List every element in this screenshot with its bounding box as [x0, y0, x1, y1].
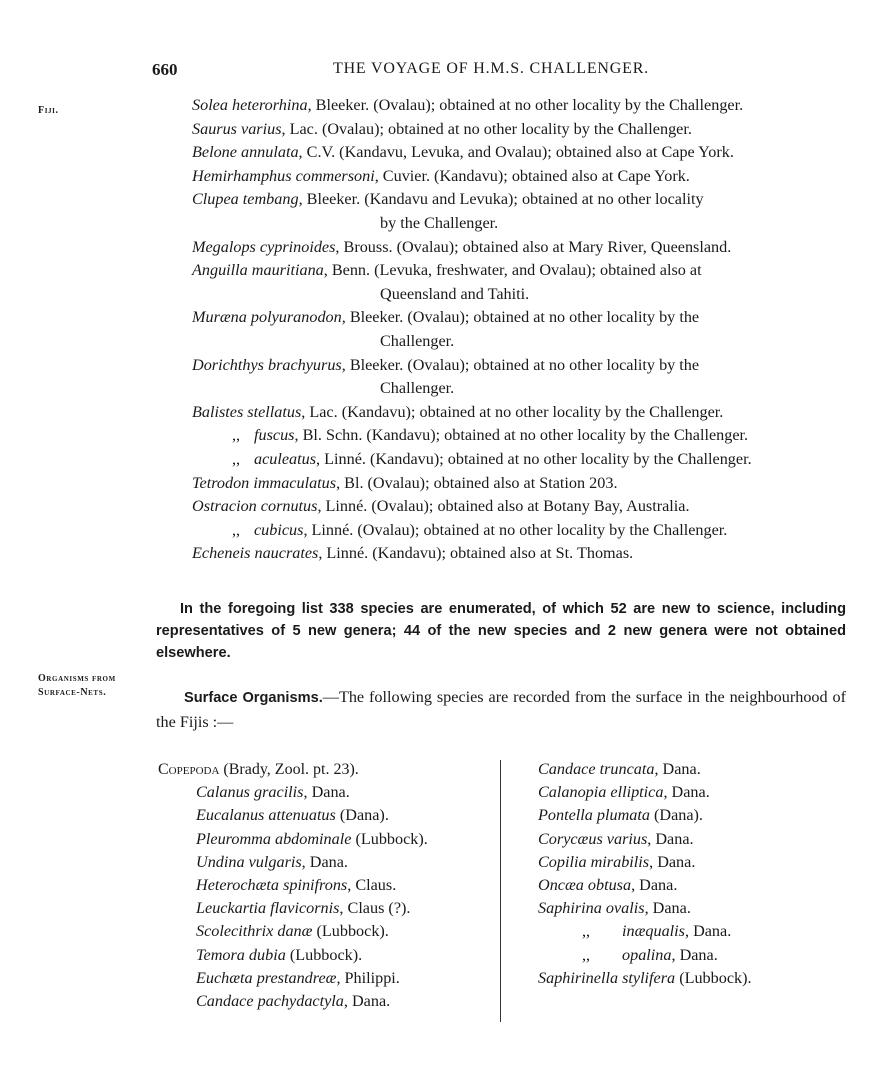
- species-name: Clupea tembang: [192, 190, 299, 209]
- surface-organisms-heading: Surface Organisms.: [184, 690, 323, 706]
- species-name: Muræna polyuranodon: [192, 308, 342, 327]
- fish-species-list: [152, 94, 852, 566]
- species-entry: [152, 542, 852, 566]
- copepod-name: Scolecithrix danæ: [196, 922, 313, 941]
- species-entry: [152, 424, 852, 448]
- species-name: Ostracion cornutus: [192, 497, 318, 516]
- species-name: Tetrodon immaculatus: [192, 473, 337, 492]
- copepod-name: inæqualis: [622, 922, 685, 941]
- copepod-entry: [538, 828, 858, 851]
- copepoda-reference: (Brady, Zool. pt. 23).: [219, 761, 359, 778]
- ditto-mark: ,,: [582, 945, 591, 964]
- species-details: , Benn. (Levuka, freshwater, and Ovalau); obtained also at: [323, 261, 702, 280]
- copepod-authority: , Dana.: [671, 945, 718, 964]
- species-entry: [152, 188, 852, 235]
- copepod-authority: , Dana.: [684, 922, 732, 941]
- species-entry: [152, 472, 852, 496]
- species-entry: [152, 495, 852, 519]
- species-entry: [152, 94, 852, 118]
- species-entry: [152, 448, 852, 472]
- species-entry: [152, 259, 852, 306]
- copepod-entry: [538, 851, 858, 874]
- species-name: aculeatus: [254, 449, 317, 468]
- copepod-name: Calanus gracilis: [196, 783, 304, 802]
- copepod-authority: , Claus.: [347, 876, 397, 895]
- species-details: , Linné. (Kandavu); obtained at no other locality by the Challenger.: [316, 449, 752, 468]
- copepod-authority: (Lubbock).: [285, 945, 363, 964]
- species-name: Hemirhamphus commersoni: [192, 166, 375, 185]
- copepod-authority: , Dana.: [631, 876, 678, 895]
- species-details: , Bl. (Ovalau); obtained also at Station 203.: [336, 473, 618, 492]
- copepod-entry: [538, 944, 858, 967]
- copepod-name: opalina: [622, 945, 672, 964]
- species-entry: [152, 141, 852, 165]
- copepod-name: Pontella plumata: [538, 806, 650, 825]
- margin-note-fiji: [38, 104, 59, 118]
- species-details: , Linné. (Ovalau); obtained at no other locality by the Challenger.: [303, 520, 728, 539]
- species-entry: [152, 354, 852, 401]
- copepod-authority: , Dana.: [644, 899, 691, 918]
- copepod-authority: , Claus (?).: [339, 899, 411, 918]
- copepod-entry: [538, 967, 858, 990]
- copepod-name: Calanopia elliptica: [538, 783, 664, 802]
- species-name: Megalops cyprinoides: [192, 237, 336, 256]
- ditto-mark: ,,: [231, 449, 241, 468]
- copepod-entry: [158, 967, 488, 990]
- margin-note-organisms-line1: Organisms from: [38, 673, 116, 684]
- copepod-name: Undina vulgaris: [196, 852, 302, 871]
- surface-organisms-text: —The following species are recorded from the surface in the neighbourhood of the Fijis :—: [156, 688, 846, 731]
- copepod-entry: [158, 897, 488, 920]
- copepod-entry: [538, 804, 858, 827]
- copepoda-left-column: [158, 758, 488, 1013]
- species-name: Echeneis naucrates: [192, 544, 319, 563]
- ditto-mark: ,,: [582, 922, 591, 941]
- species-details: , Cuvier. (Kandavu); obtained also at Cape York.: [374, 166, 690, 185]
- copepod-name: Copilia mirabilis: [538, 852, 650, 871]
- copepod-authority: , Dana.: [343, 992, 391, 1011]
- species-name: Belone annulata: [192, 143, 299, 162]
- copepod-authority: , Philippi.: [336, 968, 400, 987]
- copepod-authority: , Dana.: [303, 783, 350, 802]
- margin-note-organisms: [38, 672, 116, 700]
- column-divider: [500, 760, 501, 1022]
- copepod-entry: [158, 851, 488, 874]
- copepod-entry: [538, 874, 858, 897]
- species-entry: [152, 236, 852, 260]
- species-details: , Bleeker. (Ovalau); obtained at no other locality by the Challenger.: [307, 96, 744, 114]
- species-entry: [152, 519, 852, 543]
- species-entry: [152, 306, 852, 353]
- copepoda-heading: [158, 758, 488, 781]
- species-details: , Bleeker. (Kandavu and Levuka); obtained at no other locality: [298, 190, 704, 209]
- species-entry: [152, 118, 852, 142]
- copepod-name: Eucalanus attenuatus: [196, 806, 336, 825]
- copepod-authority: (Dana).: [649, 806, 703, 825]
- copepod-entry: [538, 920, 858, 943]
- copepod-name: Saphirina ovalis: [538, 899, 645, 918]
- copepod-name: Corycæus varius: [538, 829, 648, 848]
- species-name: cubicus: [254, 520, 304, 539]
- species-details: , Bleeker. (Ovalau); obtained at no other locality by the: [341, 355, 700, 374]
- surface-organisms-paragraph: [156, 686, 846, 734]
- species-details: , Bl. Schn. (Kandavu); obtained at no other locality by the Challenger.: [294, 426, 749, 445]
- copepod-authority: (Lubbock).: [351, 829, 428, 848]
- copepod-authority: (Lubbock).: [312, 922, 389, 941]
- species-name: Dorichthys brachyurus: [192, 355, 342, 374]
- copepod-name: Euchæta prestandreæ: [196, 968, 337, 987]
- copepod-authority: , Dana.: [663, 783, 710, 802]
- copepod-authority: (Dana).: [335, 806, 389, 825]
- copepod-name: Leuckartia flavicornis: [196, 899, 340, 918]
- ditto-mark: ,,: [231, 520, 241, 539]
- copepod-authority: (Lubbock).: [675, 968, 752, 987]
- page-number: 660: [152, 60, 178, 79]
- copepod-entry: [158, 990, 488, 1013]
- species-details-continued: Challenger.: [380, 379, 455, 398]
- copepod-name: Oncæa obtusa: [538, 876, 632, 895]
- copepod-entry: [538, 897, 858, 920]
- summary-paragraph: In the foregoing list 338 species are enumerated, of which 52 are new to science, including representatives of 5 new genera; 44 of the new species and 2 new genera were not obtained elsewhere.: [156, 601, 846, 661]
- copepod-entry: [158, 828, 488, 851]
- copepod-authority: , Dana.: [649, 852, 696, 871]
- copepod-name: Temora dubia: [196, 945, 286, 964]
- copepod-authority: , Dana.: [647, 829, 694, 848]
- species-name: fuscus: [254, 426, 295, 445]
- species-name: Solea heterorhina: [192, 96, 308, 114]
- copepod-authority: , Dana.: [301, 852, 348, 871]
- copepod-name: Pleuromma abdominale: [196, 829, 352, 848]
- species-entry: [152, 401, 852, 425]
- copepoda-right-column: [538, 758, 858, 990]
- species-details: , Lac. (Kandavu); obtained at no other locality by the Challenger.: [301, 402, 724, 421]
- margin-note-fiji-text: Fiji.: [38, 105, 59, 116]
- margin-note-organisms-line2: Surface-Nets.: [38, 687, 107, 698]
- species-details: , C.V. (Kandavu, Levuka, and Ovalau); obtained also at Cape York.: [298, 143, 734, 162]
- species-details: , Lac. (Ovalau); obtained at no other locality by the Challenger.: [281, 119, 692, 138]
- species-details: , Linné. (Ovalau); obtained also at Botany Bay, Australia.: [317, 497, 690, 516]
- copepod-name: Saphirinella stylifera: [538, 968, 676, 987]
- copepoda-group: Copepoda: [158, 761, 220, 778]
- species-details-continued: by the Challenger.: [380, 213, 499, 232]
- copepod-name: Candace truncata: [538, 760, 655, 778]
- species-name: Balistes stellatus: [192, 402, 302, 421]
- copepod-entry: [158, 804, 488, 827]
- copepod-entry: [158, 944, 488, 967]
- ditto-mark: ,,: [231, 426, 241, 445]
- species-details: , Linné. (Kandavu); obtained also at St. Thomas.: [318, 544, 634, 563]
- copepod-entry: [158, 920, 488, 943]
- running-title: THE VOYAGE OF H.M.S. CHALLENGER.: [333, 60, 649, 77]
- species-entry: [152, 165, 852, 189]
- species-name: Saurus varius: [192, 119, 282, 138]
- species-details: , Brouss. (Ovalau); obtained also at Mary River, Queensland.: [335, 237, 732, 256]
- species-details-continued: Challenger.: [380, 331, 455, 350]
- species-details: , Bleeker. (Ovalau); obtained at no other locality by the: [341, 308, 700, 327]
- copepod-entry: [158, 781, 488, 804]
- copepod-entry: [538, 781, 858, 804]
- copepod-name: Candace pachydactyla: [196, 992, 344, 1011]
- species-name: Anguilla mauritiana: [192, 261, 324, 280]
- copepod-authority: , Dana.: [654, 760, 701, 778]
- copepod-name: Heterochæta spinifrons: [196, 876, 348, 895]
- species-details-continued: Queensland and Tahiti.: [380, 284, 530, 303]
- copepod-entry: [158, 874, 488, 897]
- copepod-entry: [538, 758, 858, 781]
